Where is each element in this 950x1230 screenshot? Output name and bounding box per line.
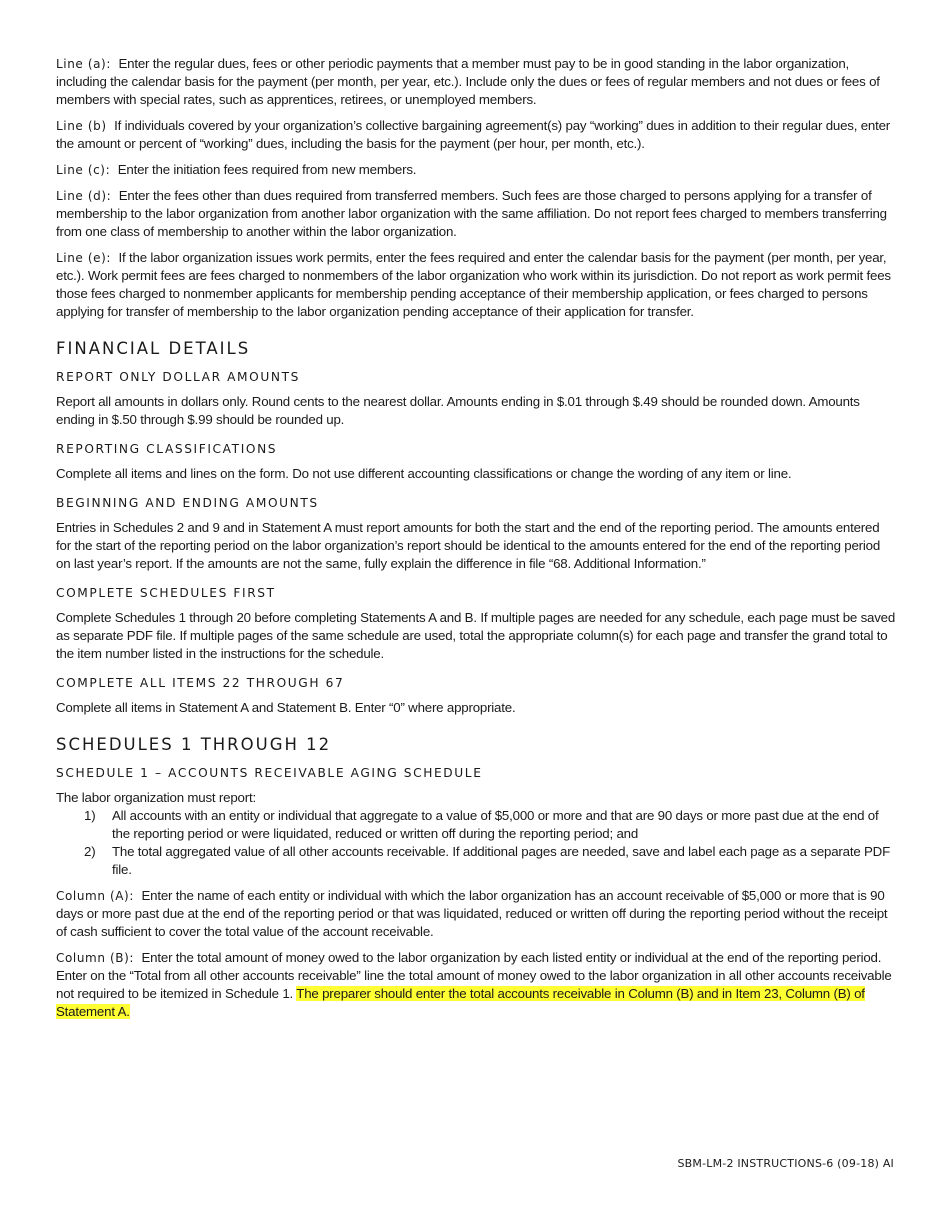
section-heading-schedules-first: COMPLETE SCHEDULES FIRST	[56, 586, 276, 600]
schedule-1-heading: SCHEDULE 1 – ACCOUNTS RECEIVABLE AGING SCHEDULE	[56, 766, 483, 780]
line-label: Line (d):	[56, 189, 112, 203]
column-label: Column (B):	[56, 951, 135, 965]
line-label: Line (e):	[56, 251, 112, 265]
section-text-schedules-first: Complete Schedules 1 through 20 before completing Statements A and B. If multiple pages are needed for any schedule, each page must be saved as separate PDF file. If multiple pages of the same schedule are used, total the appropriate column(s) for each page and transfer the grand total to the item number listed in the instructions for the schedule.	[56, 610, 896, 661]
line-b-paragraph	[56, 117, 896, 153]
section-text-beginning-ending: Entries in Schedules 2 and 9 and in Statement A must report amounts for both the start and the end of the reporting period. The amounts entered for the start of the reporting period on the labor organization’s report should be identical to the amounts entered for the end of the reporting period on last year’s report. If the amounts are not the same, fully explain the difference in file “68. Additional Information.”	[56, 520, 881, 571]
line-text: Enter the initiation fees required from new members.	[117, 162, 417, 177]
line-e-paragraph	[56, 249, 896, 321]
column-text: Enter the total amount of money owed to the labor organization by each listed entity or individual at the end of the reporting period. Enter on the “Total from all other accounts receivable” line the total amount of money owed to the labor organization in all other accounts receivable not required to be itemized in Schedule 1.	[56, 950, 892, 1001]
financial-details-heading: FINANCIAL DETAILS	[56, 339, 251, 358]
line-a-paragraph	[56, 55, 896, 109]
section-heading-dollar-amounts: REPORT ONLY DOLLAR AMOUNTS	[56, 370, 300, 384]
schedule-1-intro: The labor organization must report:	[56, 790, 256, 805]
line-text: If individuals covered by your organization’s collective bargaining agreement(s) pay “working” dues in addition to their regular dues, enter the amount or percent of “working” dues, including the basis for the payment (per hour, per month, etc.).	[56, 118, 891, 151]
column-text: Enter the name of each entity or individual with which the labor organization has an account receivable of $5,000 or more that is 90 days or more past due at the end of the reporting period or that was liquidated, reduced or written off during the reporting period without the receipt of cash sufficient to cover the total value of the account receivable.	[56, 888, 888, 939]
line-label: Line (a):	[56, 57, 111, 71]
section-text-reporting-classifications: Complete all items and lines on the form. Do not use different accounting classifications or change the wording of any item or line.	[56, 466, 792, 481]
line-d-paragraph	[56, 187, 896, 241]
section-heading-beginning-ending: BEGINNING AND ENDING AMOUNTS	[56, 496, 319, 510]
line-c-paragraph	[56, 161, 896, 179]
list-item-number: 2)	[84, 844, 96, 859]
line-text: Enter the fees other than dues required from transferred members. Such fees are those charged to persons applying for a transfer of membership to the labor organization from another labor organization with the same affiliation. Do not report fees charged to members transferring from one class of membership to another within the labor organization.	[56, 188, 887, 239]
list-item-number: 1)	[84, 808, 96, 823]
list-item	[56, 807, 896, 843]
list-item	[56, 843, 896, 879]
column-b-paragraph	[56, 949, 896, 1021]
section-text-all-items: Complete all items in Statement A and Statement B. Enter “0” where appropriate.	[56, 700, 516, 715]
schedules-heading: SCHEDULES 1 THROUGH 12	[56, 735, 332, 754]
line-label: Line (c):	[56, 163, 111, 177]
column-label: Column (A):	[56, 889, 134, 903]
highlighted-text: The preparer should enter the total accounts receivable in Column (B) and in Item 23, Column (B) of Statement A.	[56, 986, 865, 1019]
page-footer: SBM-LM-2 INSTRUCTIONS-6 (09-18) AI	[677, 1157, 894, 1170]
line-text: If the labor organization issues work permits, enter the fees required and enter the calendar basis for the payment (per month, per year, etc.). Work permit fees are fees charged to nonmembers of the labor organization who work within its jurisdiction. Do not report as work permit fees those fees charged to nonmember applicants for membership pending acceptance of their membership application, or fees charged to persons applying for transfer of membership to the labor organization pending acceptance of their application for transfer.	[56, 250, 891, 319]
schedule-1-list	[56, 807, 896, 879]
line-label: Line (b)	[56, 119, 107, 133]
column-a-paragraph	[56, 887, 896, 941]
section-heading-reporting-classifications: REPORTING CLASSIFICATIONS	[56, 442, 278, 456]
document-body	[56, 55, 896, 1029]
line-text: Enter the regular dues, fees or other periodic payments that a member must pay to be in good standing in the labor organization, including the calendar basis for the payment (per month, per year, etc.). Include only the dues or fees of regular members and not dues or fees of members with special rates, such as apprentices, retirees, or unemployed members.	[56, 56, 880, 107]
list-item-text: The total aggregated value of all other accounts receivable. If additional pages are needed, save and label each page as a separate PDF file.	[112, 844, 891, 877]
section-heading-all-items: COMPLETE ALL ITEMS 22 THROUGH 67	[56, 676, 345, 690]
list-item-text: All accounts with an entity or individual that aggregate to a value of $5,000 or more and that are 90 days or more past due at the end of the reporting period or were liquidated, reduced or written off during the reporting period; and	[112, 808, 879, 841]
section-text-dollar-amounts: Report all amounts in dollars only. Round cents to the nearest dollar. Amounts ending in $.01 through $.49 should be rounded down. Amounts ending in $.50 through $.99 should be rounded up.	[56, 394, 860, 427]
